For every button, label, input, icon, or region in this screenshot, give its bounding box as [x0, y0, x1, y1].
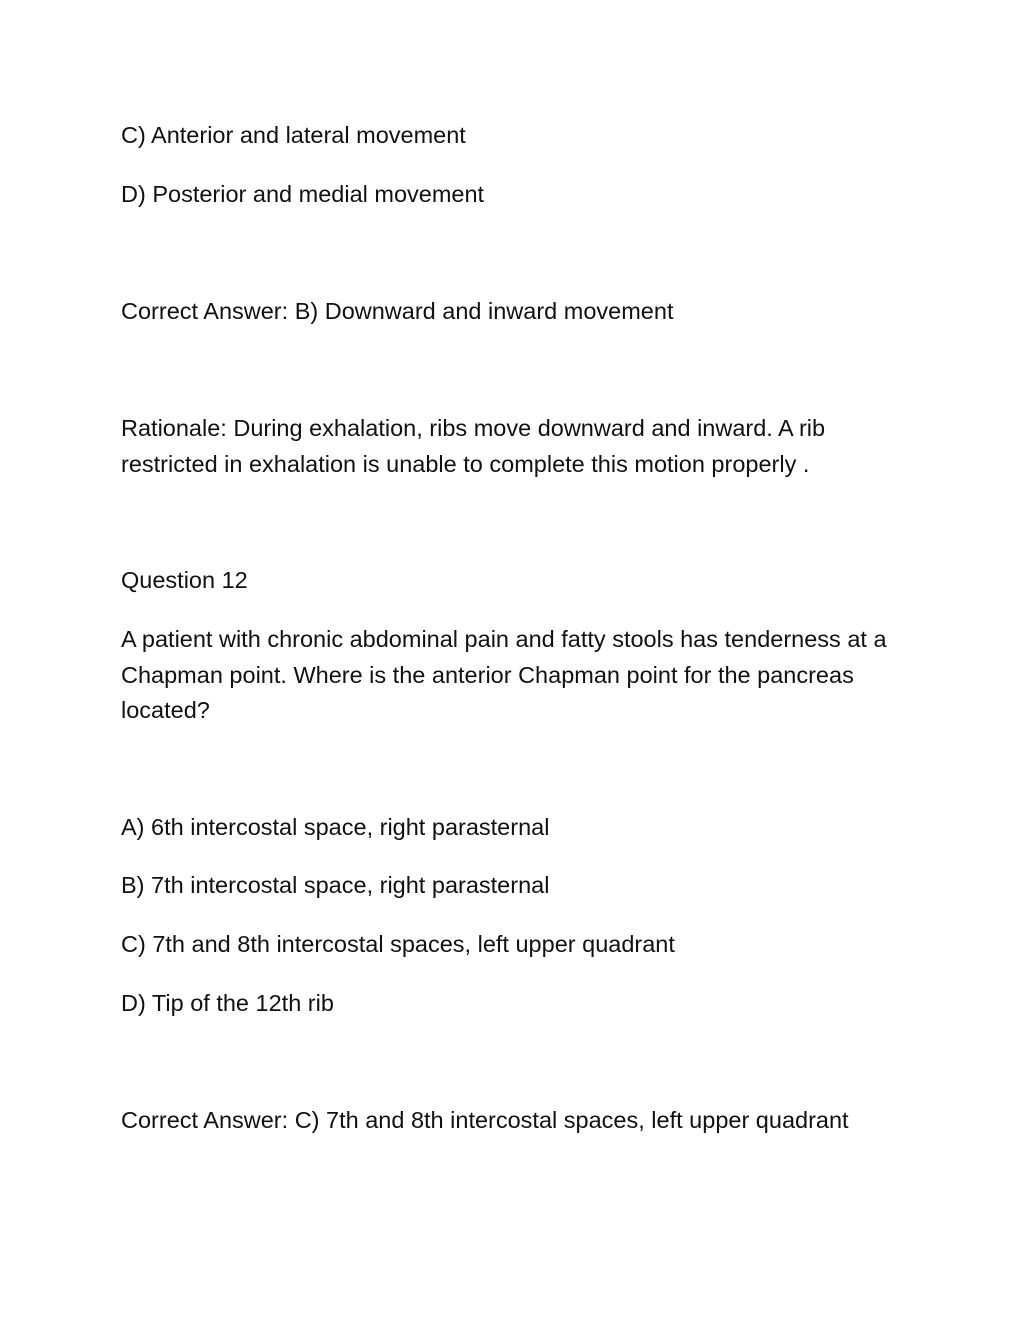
option-c: C) 7th and 8th intercostal spaces, left upper quadrant: [121, 931, 675, 957]
option-b: B) 7th intercostal space, right parasternal: [121, 872, 550, 898]
option-a: A) 6th intercostal space, right parasternal: [121, 814, 550, 840]
question-heading: Question 12: [121, 567, 248, 593]
prev-correct-answer: Correct Answer: B) Downward and inward movement: [121, 298, 674, 324]
option-d: D) Tip of the 12th rib: [121, 990, 334, 1016]
prev-option-c: C) Anterior and lateral movement: [121, 122, 466, 148]
prev-rationale: Rationale: During exhalation, ribs move downward and inward. A rib restricted in exhalation is unable to complete this motion properly .: [121, 415, 826, 477]
question-prompt: A patient with chronic abdominal pain and fatty stools has tenderness at a Chapman point. Where is the anterior Chapman point for the pancreas located?: [121, 626, 887, 723]
prev-option-d: D) Posterior and medial movement: [121, 181, 485, 207]
correct-answer: Correct Answer: C) 7th and 8th intercostal spaces, left upper quadrant: [121, 1107, 849, 1133]
